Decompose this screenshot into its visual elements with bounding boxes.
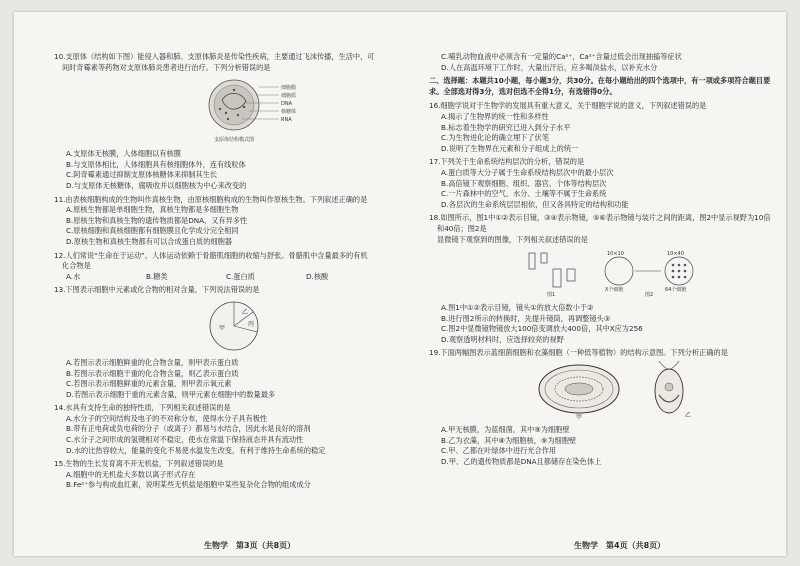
left-page: [54, 52, 399, 494]
question-stem: 13.下图表示细胞中元素或化合物的相对含量，下列说法错误的是: [54, 285, 260, 295]
option-a: A.若图示表示细胞鲜重的化合物含量，则甲表示蛋白质: [66, 357, 239, 367]
mycoplasma-figure: [54, 75, 399, 145]
cell-figure: [429, 361, 774, 421]
figure-label: 核糖体: [281, 109, 297, 116]
option-a: A.水分子的空间结构及电子的不对称分布，使得水分子具有极性: [66, 413, 268, 423]
option-b: B.带有正电荷或负电荷的分子（或离子）都易与水结合，因此水是良好的溶剂: [66, 424, 311, 434]
question-stem: 14.水具有支持生命的独特性质，下列相关叙述错误的是: [54, 403, 231, 413]
option-d: D.甲、乙的遗传物质都是DNA且都储存在染色体上: [441, 456, 602, 466]
question-12: [54, 251, 399, 283]
section-heading: 二、选择题：本题共10小题，每小题3分，共30分。在每小题给出的四个选项中，有一项或多项符合题目要求。全部选对得3分，选对但选不全得1分，有选错得0分。: [429, 76, 771, 96]
option-d: D.原核生物和真核生物都有可以合成蛋白质的细胞器: [66, 236, 232, 246]
question-14: [54, 403, 399, 456]
figure-label: 乙: [685, 412, 692, 420]
figure-label: X个细胞: [605, 287, 624, 294]
option-a: A.蛋白质等大分子属于生命系统结构层次中的最小层次: [441, 167, 614, 177]
question-stem: 10.支原体（结构如下图）能侵入器和肺。支原体肺炎是传染性疾病，主要通过飞沫传播，生活中，可: [54, 52, 375, 61]
question-stem: 11.由表核细胞构成的生物叫作真核生物，由原核细胞构成的生物叫作原核生物。下列叙述正确的是: [54, 194, 368, 204]
question-stem: 19.下面两幅图表示蓝细菌细胞和衣藻细胞（一种低等植物）的结构示意图。下列分析正确的是: [429, 348, 728, 358]
figure-label: 10×10: [607, 251, 624, 258]
question-stem: 16.细胞学说对于生物学的发展具有重大意义，关于细胞学说的意义，下列叙述错误的是: [429, 101, 707, 111]
figure-label: 图1: [547, 292, 556, 299]
figure-label: 细胞质: [281, 93, 297, 100]
option-d: D.人在高温环境下工作时，大量出汗后，应多喝淡盐水，以补充水分: [441, 62, 658, 72]
option-c: C.图2中显微镜物镜放大100倍变调放大400倍，其中X应为256: [441, 324, 643, 334]
pie-label: 乙: [242, 308, 249, 316]
option-c: C.原核细胞和真核细胞都有细胞膜且化学成分完全相同: [66, 226, 239, 236]
pie-label: 丙: [248, 320, 255, 328]
question-16: [429, 101, 774, 154]
option-d: D.观察透明材料时，应选择较亮的视野: [441, 334, 564, 344]
option-a: A.水: [66, 271, 81, 281]
option-a: A.原核生物都是单细胞生物，真核生物都是多细胞生物: [66, 205, 239, 215]
figure-label: 细胞膜: [281, 85, 297, 92]
option-b: B.原核生物和真核生物的遗传物质都是DNA，又有异多性: [66, 215, 248, 225]
option-c: C.蛋白质: [226, 271, 255, 281]
option-c: C.哺乳动物血液中必须含有一定量的Ca²⁺，Ca²⁺含量过低会出现抽搐等症状: [441, 52, 682, 61]
option-b: B.乙为衣藻，其中⑧为细胞核，⑨为细胞壁: [441, 435, 577, 445]
option-c: C.一片森林中的空气、水分、土壤等不属于生命系统: [441, 189, 607, 199]
option-b: B.若图示表示细胞干重的化合物含量，则乙表示蛋白质: [66, 368, 239, 378]
options-row: [54, 272, 399, 283]
option-b: B.Fe²⁺参与构成血红素，说明某些无机盐是细胞中某些复杂化合物的组成成分: [66, 480, 311, 490]
option-a: A.甲无核膜，为蓝细菌，其中⑨为细胞壁: [441, 425, 570, 435]
option-b: B.与支原体相比，人体细胞具有核细胞体外，连有线粒体: [66, 159, 246, 169]
option-c: C.为生物进化论的确立埋下了伏笔: [441, 133, 549, 143]
page-footer: 生物学 第3页（共8页）: [204, 541, 296, 550]
question-stem-cont: 间时奇霉素等药物对支原体肺炎患者进行治疗。下列分析错误的是: [62, 62, 271, 72]
option-c: C.若图示表示细胞鲜重的元素含量，则甲表示氧元素: [66, 379, 232, 389]
option-d: D.水的比热容较大，能量的变化不易使水温发生改变，有利于维持生命系统的稳定: [66, 445, 326, 455]
question-stem-cont: 化合物是: [62, 261, 91, 271]
question-stem: 15.生物的生长发育离不开无机盐，下列叙述错误的是: [54, 459, 224, 469]
figure-label: 64个细胞: [665, 287, 687, 294]
option-d: D.若图示表示细胞干重的元素含量，则甲元素在细胞中的数量最多: [66, 389, 276, 399]
question-11: [54, 195, 399, 248]
figure-label: RNA: [281, 117, 292, 124]
question-stem: 18.如图所示，图1中①②表示目镜，③④表示物镜，⑤⑥表示物镜与装片之间的距离，图2中显示视野为10倍和40倍；图2是: [429, 213, 771, 233]
figure-label: 图2: [645, 292, 654, 299]
question-17: [429, 157, 774, 210]
exam-sheet: [14, 12, 786, 556]
option-d: D.核酸: [306, 271, 329, 281]
pie-label: 甲: [219, 324, 226, 332]
pie-figure: [54, 298, 399, 354]
question-stem: 17.下列关于生命系统结构层次的分析，错误的是: [429, 157, 585, 167]
option-a: A.支原体无核膜，人体细胞以有核膜: [66, 149, 181, 159]
question-stem: 12.人们常说“生命在于运动”。人体运动依赖于骨骼肌细胞的收缩与舒张。骨骼肌中含量最多的有机: [54, 250, 368, 260]
option-c: C.阿奇霉素通过抑制支原体核糖体来抑制其生长: [66, 170, 218, 180]
option-b: B.高倍镜下观察细胞、组织、器官、个体等结构层次: [441, 178, 607, 188]
question-10: [54, 52, 399, 192]
figure-caption: 支原体结构模式图: [214, 137, 255, 144]
option-d: D.与支原体无核糖体，腐吸收并以细胞核为中心来改变的: [66, 180, 247, 190]
option-b: B.糖类: [146, 271, 168, 281]
option-b: B.进行图2所示的转换时，先提升镜筒，再调整镜头③: [441, 313, 611, 323]
option-d: D.各层次的生命系统层层相依，但又各具特定的结构和功能: [441, 199, 629, 209]
microscope-figure: [429, 247, 774, 299]
figure-label: DNA: [281, 101, 293, 108]
option-a: A.细胞中的无机盐大多数以离子形式存在: [66, 469, 196, 479]
figure-label: 甲: [576, 414, 583, 422]
question-19: [429, 348, 774, 467]
figure-label: 10×40: [667, 251, 684, 258]
question-15: [54, 459, 399, 491]
option-a: A.图1中①②表示目镜，镜头①的放大倍数小于②: [441, 303, 594, 313]
question-stem-cont: 显微镜下观察到的图像，下列相关叙述错误的是: [437, 234, 588, 244]
option-b: B.标志着生物学的研究已进入到分子水平: [441, 122, 571, 132]
option-c: C.甲、乙都在叶绿体中进行光合作用: [441, 446, 557, 456]
right-page: [429, 52, 774, 470]
question-18: [429, 213, 774, 345]
option-d: D.说明了生物界在元素和分子组成上的统一: [441, 143, 579, 153]
option-c: C.水分子之间形成的氢键相对不稳定，使水在常温下保持液态并具有流动性: [66, 435, 304, 445]
question-15-continued: [429, 52, 774, 73]
question-13: [54, 285, 399, 400]
page-footer: 生物学 第4页（共8页）: [574, 541, 666, 550]
option-a: A.揭示了生物界的统一性和多样性: [441, 111, 549, 121]
